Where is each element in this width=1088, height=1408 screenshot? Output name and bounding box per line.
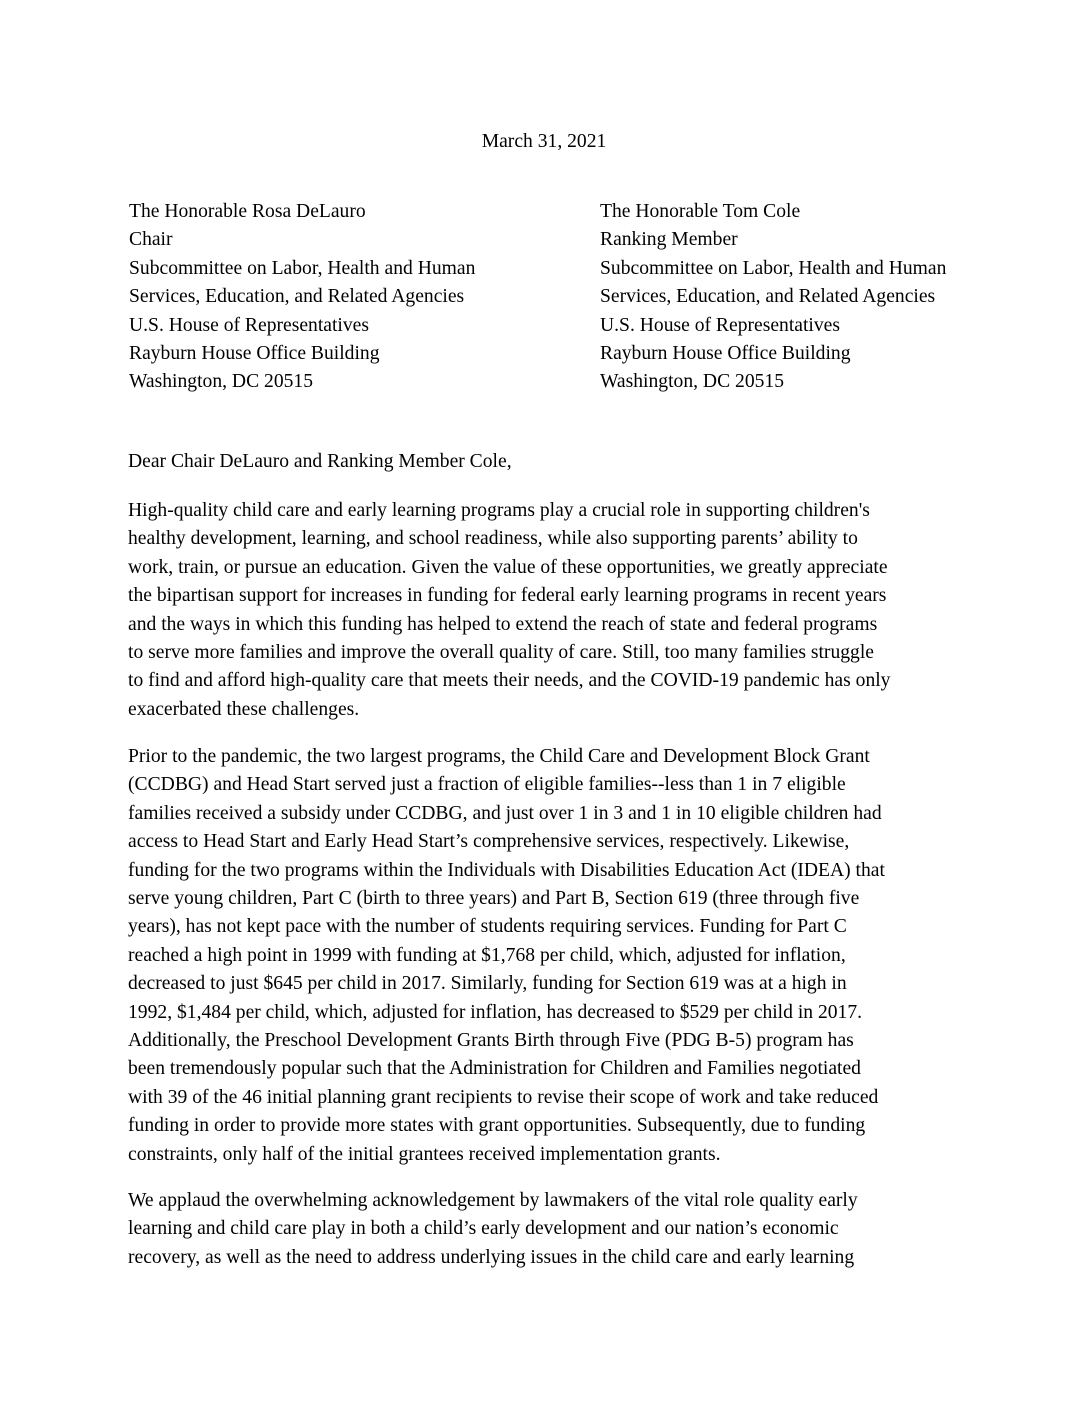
text-line: to find and afford high-quality care that meets their needs, and the COVID-19 pandemic has only [128,670,891,692]
recipient-title: Ranking Member [600,229,738,251]
text-line: 1992, $1,484 per child, which, adjusted for inflation, has decreased to $529 per child in 2017. [128,1001,863,1023]
recipient-building: Rayburn House Office Building [600,343,851,365]
body-paragraph-1 [128,497,968,724]
recipient-chamber: U.S. House of Representatives [129,314,369,336]
recipient-name: The Honorable Tom Cole [600,201,801,222]
text-line: healthy development, learning, and school readiness, while also supporting parents’ ability to [128,528,858,550]
recipient-title: Chair [129,229,173,251]
recipient-subcommittee-line-2: Services, Education, and Related Agencies [600,286,936,308]
text-line: decreased to just $645 per child in 2017. Similarly, funding for Section 619 was at a high in [128,973,847,995]
salutation: Dear Chair DeLauro and Ranking Member Cole, [128,451,512,472]
text-line: serve young children, Part C (birth to three years) and Part B, Section 619 (three through five [128,888,860,910]
text-line: (CCDBG) and Head Start served just a fraction of eligible families--less than 1 in 7 eligible [128,774,846,796]
recipient-address-cole [600,198,946,397]
body-paragraph-3 [128,1187,968,1272]
text-line: the bipartisan support for increases in funding for federal early learning programs in recent years [128,585,887,607]
text-line: learning and child care play in both a child’s early development and our nation’s economic [128,1218,839,1240]
recipient-city: Washington, DC 20515 [600,371,785,393]
letter-date: March 31, 2021 [481,131,607,152]
recipient-address-delauro [129,198,475,397]
recipient-subcommittee-line-1: Subcommittee on Labor, Health and Human [129,257,476,279]
recipient-building: Rayburn House Office Building [129,343,380,365]
text-line: constraints, only half of the initial grantees received implementation grants. [128,1143,721,1165]
text-line: exacerbated these challenges. [128,698,360,720]
body-paragraph-2 [128,743,968,1169]
recipient-chamber: U.S. House of Representatives [600,314,840,336]
text-line: with 39 of the 46 initial planning grant recipients to revise their scope of work and take reduced [128,1086,879,1108]
text-line: years), has not kept pace with the number of students requiring services. Funding for Part C [128,916,847,938]
text-line: access to Head Start and Early Head Start’s comprehensive services, respectively. Likewise, [128,831,850,853]
text-line: We applaud the overwhelming acknowledgement by lawmakers of the vital role quality early [128,1190,858,1211]
text-line: funding in order to provide more states with grant opportunities. Subsequently, due to funding [128,1115,866,1137]
text-line: to serve more families and improve the overall quality of care. Still, too many families struggle [128,642,874,664]
text-line: funding for the two programs within the Individuals with Disabilities Education Act (IDEA) that [128,859,885,881]
recipient-subcommittee-line-2: Services, Education, and Related Agencies [129,286,465,308]
text-line: Additionally, the Preschool Development Grants Birth through Five (PDG B-5) program has [128,1030,854,1052]
text-line: families received a subsidy under CCDBG, and just over 1 in 3 and 1 in 10 eligible children had [128,802,882,824]
text-line: been tremendously popular such that the Administration for Children and Families negotiated [128,1058,861,1080]
text-line: Prior to the pandemic, the two largest programs, the Child Care and Development Block Grant [128,746,870,767]
text-line: reached a high point in 1999 with funding at $1,768 per child, which, adjusted for inflation, [128,944,846,966]
text-line: work, train, or pursue an education. Given the value of these opportunities, we greatly appreciate [128,556,888,578]
recipient-subcommittee-line-1: Subcommittee on Labor, Health and Human [600,257,947,279]
recipient-name: The Honorable Rosa DeLauro [129,201,366,222]
text-line: recovery, as well as the need to address underlying issues in the child care and early learning [128,1246,855,1268]
recipient-city: Washington, DC 20515 [129,371,314,393]
text-line: and the ways in which this funding has helped to extend the reach of state and federal programs [128,613,878,635]
text-line: High-quality child care and early learning programs play a crucial role in supporting children's [128,500,870,521]
